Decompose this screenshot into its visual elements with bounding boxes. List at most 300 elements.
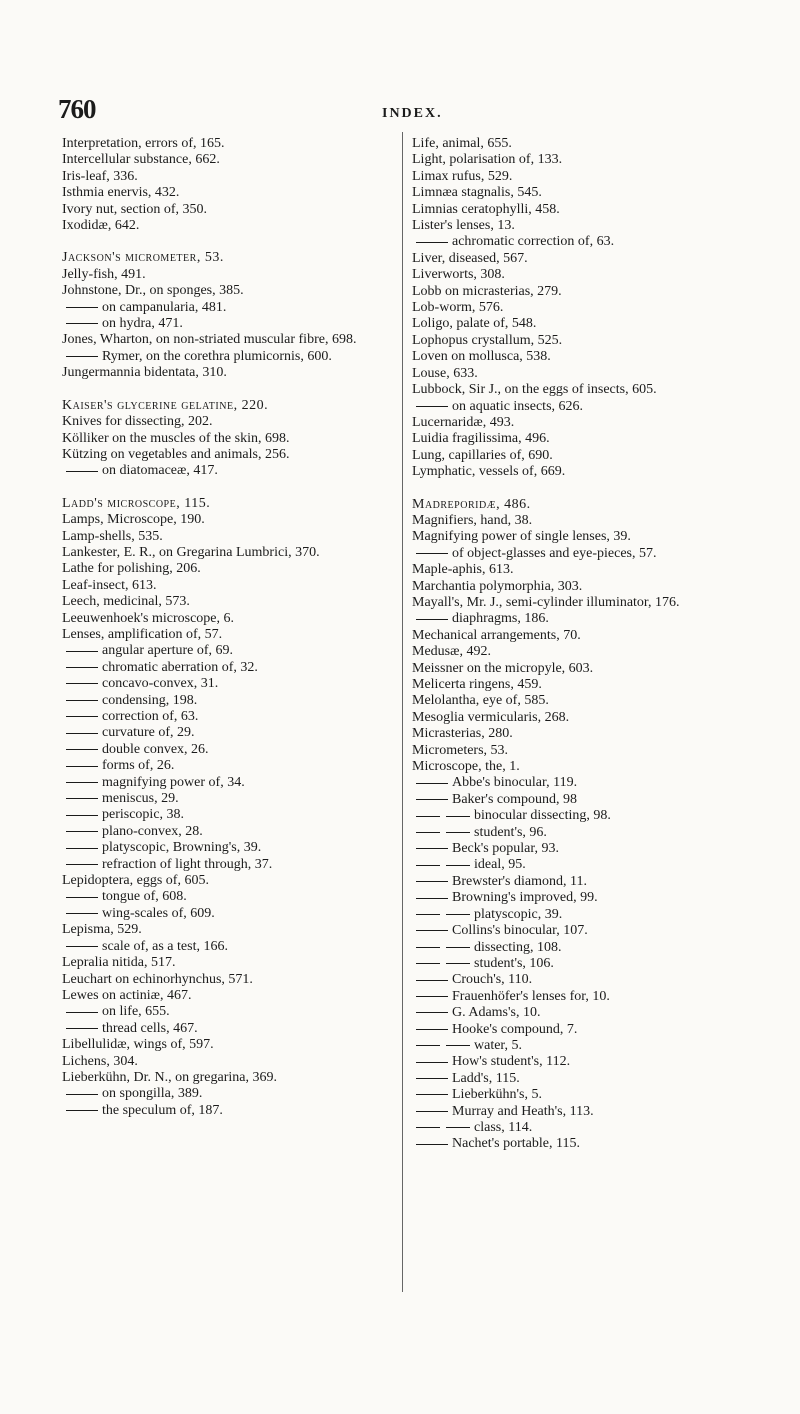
ditto-dash xyxy=(416,1094,448,1095)
index-entry xyxy=(412,1136,748,1152)
index-entry-text: Microscope, the, 1. xyxy=(412,759,520,775)
index-entry xyxy=(62,185,384,201)
index-entry xyxy=(62,202,384,218)
left-column xyxy=(62,136,384,1119)
index-entry xyxy=(412,251,748,267)
index-entry xyxy=(412,185,748,201)
index-entry-text: Marchantia polymorphia, 303. xyxy=(412,578,583,594)
index-entry xyxy=(412,825,748,841)
index-entry xyxy=(62,529,384,545)
index-entry xyxy=(412,546,748,562)
index-entry-text: Loven on mollusca, 538. xyxy=(412,349,551,365)
index-entry-text: Lenses, amplification of, 57. xyxy=(62,626,223,642)
ditto-dash xyxy=(66,1110,98,1111)
index-entry-text: Magnifying power of single lenses, 39. xyxy=(412,529,631,545)
index-entry xyxy=(62,447,384,463)
page-number: 760 xyxy=(58,94,96,124)
ditto-dash xyxy=(66,651,98,652)
ditto-dash xyxy=(416,963,440,964)
ditto-dash xyxy=(446,1045,470,1046)
index-entry-text: dissecting, 108. xyxy=(474,939,562,955)
index-entry-text: Brewster's diamond, 11. xyxy=(452,873,587,889)
ditto-dash xyxy=(416,1012,448,1013)
ditto-dash xyxy=(66,766,98,767)
index-entry xyxy=(412,1054,748,1070)
ditto-dash xyxy=(416,619,448,620)
ditto-dash xyxy=(446,832,470,833)
index-entry-text: on life, 655. xyxy=(102,1004,170,1020)
ditto-dash xyxy=(66,356,98,357)
index-entry xyxy=(412,611,748,627)
index-entry-text: scale of, as a test, 166. xyxy=(102,938,228,954)
ditto-dash xyxy=(416,898,448,899)
index-entry xyxy=(62,152,384,168)
ditto-dash xyxy=(446,1127,470,1128)
page-title: INDEX. xyxy=(382,106,443,121)
index-entry xyxy=(412,661,748,677)
index-entry-text: Lophopus crystallum, 525. xyxy=(412,332,563,348)
index-entry xyxy=(62,709,384,725)
index-entry xyxy=(62,955,384,971)
index-entry-text: of object-glasses and eye-pieces, 57. xyxy=(452,545,657,561)
index-entry-text: Leaf-insect, 613. xyxy=(62,577,157,593)
index-entry xyxy=(62,594,384,610)
index-entry-text: Light, polarisation of, 133. xyxy=(412,152,563,168)
index-entry xyxy=(62,742,384,758)
ditto-dash xyxy=(66,683,98,684)
index-entry xyxy=(62,939,384,955)
index-entry xyxy=(62,316,384,332)
index-entry xyxy=(412,497,748,513)
index-entry-text: Lamps, Microscope, 190. xyxy=(62,512,205,528)
ditto-dash xyxy=(416,1078,448,1079)
index-entry xyxy=(412,382,748,398)
index-entry-text: Mechanical arrangements, 70. xyxy=(412,627,581,643)
ditto-dash xyxy=(416,848,448,849)
index-entry xyxy=(62,660,384,676)
index-entry-text: Jones, Wharton, on non-striated muscular fibre, 698. xyxy=(62,332,357,348)
index-entry-text: Lobb on micrasterias, 279. xyxy=(412,283,562,299)
index-entry-text: plano-convex, 28. xyxy=(102,823,203,839)
index-entry xyxy=(62,283,384,299)
index-entry xyxy=(62,1103,384,1119)
ditto-dash xyxy=(66,782,98,783)
index-entry xyxy=(62,1086,384,1102)
index-entry xyxy=(412,136,748,152)
index-entry-text: chromatic aberration of, 32. xyxy=(102,659,258,675)
index-entry xyxy=(412,152,748,168)
ditto-dash xyxy=(66,815,98,816)
index-entry xyxy=(62,972,384,988)
ditto-dash xyxy=(416,947,440,948)
index-entry-text: meniscus, 29. xyxy=(102,791,179,807)
index-entry xyxy=(412,775,748,791)
index-entry-text: Lankester, E. R., on Gregarina Lumbrici, 370. xyxy=(62,544,320,560)
index-entry xyxy=(412,399,748,415)
ditto-dash xyxy=(416,832,440,833)
ditto-dash xyxy=(66,848,98,849)
index-entry xyxy=(412,1071,748,1087)
index-entry-text: G. Adams's, 10. xyxy=(452,1005,541,1021)
index-entry xyxy=(62,332,384,348)
index-entry-text: Jackson's micrometer, 53. xyxy=(62,250,224,266)
index-entry xyxy=(412,218,748,234)
index-entry xyxy=(412,808,748,824)
index-entry xyxy=(412,1022,748,1038)
index-entry-text: Rymer, on the corethra plumicornis, 600. xyxy=(102,348,332,364)
index-entry-text: student's, 106. xyxy=(474,955,554,971)
index-entry-text: Iris-leaf, 336. xyxy=(62,168,138,184)
index-entry-text: Louse, 633. xyxy=(412,365,478,381)
ditto-dash xyxy=(446,947,470,948)
index-entry xyxy=(62,922,384,938)
ditto-dash xyxy=(416,1111,448,1112)
index-entry xyxy=(62,561,384,577)
ditto-dash xyxy=(66,864,98,865)
index-entry-text: Murray and Heath's, 113. xyxy=(452,1103,594,1119)
ditto-dash xyxy=(66,749,98,750)
index-entry xyxy=(62,889,384,905)
index-entry xyxy=(412,316,748,332)
index-entry-text: Lubbock, Sir J., on the eggs of insects, 605. xyxy=(412,382,657,398)
index-entry-text: Liverworts, 308. xyxy=(412,267,505,283)
index-entry xyxy=(412,579,748,595)
index-entry xyxy=(62,1054,384,1070)
index-entry xyxy=(412,628,748,644)
index-entry xyxy=(412,333,748,349)
ditto-dash xyxy=(416,1144,448,1145)
index-entry xyxy=(62,1070,384,1086)
index-entry xyxy=(62,398,384,414)
index-entry xyxy=(62,791,384,807)
index-entry-text: Limnias ceratophylli, 458. xyxy=(412,201,560,217)
index-entry xyxy=(62,857,384,873)
index-entry xyxy=(62,169,384,185)
index-entry-text: Liver, diseased, 567. xyxy=(412,250,528,266)
index-entry xyxy=(412,726,748,742)
ditto-dash xyxy=(66,798,98,799)
index-entry-text: Lob-worm, 576. xyxy=(412,300,504,316)
index-entry-text: Johnstone, Dr., on sponges, 385. xyxy=(62,283,244,299)
index-entry xyxy=(412,595,748,611)
index-entry xyxy=(62,250,384,266)
index-entry-text: Frauenhöfer's lenses for, 10. xyxy=(452,988,610,1004)
index-entry-text: platyscopic, 39. xyxy=(474,906,563,922)
index-entry xyxy=(412,300,748,316)
index-entry-text: Lichens, 304. xyxy=(62,1053,138,1069)
ditto-dash xyxy=(66,307,98,308)
right-column xyxy=(412,136,748,1153)
index-entry-text: thread cells, 467. xyxy=(102,1020,198,1036)
index-entry xyxy=(412,956,748,972)
index-entry-text: Lamp-shells, 535. xyxy=(62,528,163,544)
ditto-dash xyxy=(66,1028,98,1029)
index-entry xyxy=(412,464,748,480)
index-entry xyxy=(412,841,748,857)
index-entry xyxy=(412,415,748,431)
index-entry-text: How's student's, 112. xyxy=(452,1054,571,1070)
index-entry-text: Magnifiers, hand, 38. xyxy=(412,512,533,528)
index-entry xyxy=(412,710,748,726)
ditto-dash xyxy=(66,913,98,914)
index-entry xyxy=(62,693,384,709)
index-entry xyxy=(412,529,748,545)
index-entry-text: binocular dissecting, 98. xyxy=(474,808,611,824)
index-entry-text: class, 114. xyxy=(474,1119,533,1135)
index-entry-text: Medusæ, 492. xyxy=(412,644,491,660)
ditto-dash xyxy=(416,930,448,931)
index-entry xyxy=(62,512,384,528)
index-entry-text: condensing, 198. xyxy=(102,692,198,708)
index-entry xyxy=(62,136,384,152)
ditto-dash xyxy=(416,553,448,554)
index-entry xyxy=(62,1021,384,1037)
index-entry-text: Ladd's, 115. xyxy=(452,1070,520,1086)
index-entry-text: Isthmia enervis, 432. xyxy=(62,185,180,201)
index-entry-text: on hydra, 471. xyxy=(102,316,183,332)
ditto-dash xyxy=(66,1012,98,1013)
index-entry xyxy=(412,349,748,365)
ditto-dash xyxy=(66,1094,98,1095)
index-entry xyxy=(62,545,384,561)
ditto-dash xyxy=(66,471,98,472)
index-entry xyxy=(412,792,748,808)
ditto-dash xyxy=(66,716,98,717)
index-entry-text: Life, animal, 655. xyxy=(412,136,512,151)
index-entry xyxy=(412,743,748,759)
index-entry-text: diaphragms, 186. xyxy=(452,611,549,627)
ditto-dash xyxy=(446,914,470,915)
ditto-dash xyxy=(416,242,448,243)
index-entry xyxy=(62,463,384,479)
index-entry xyxy=(412,644,748,660)
index-entry-text: curvature of, 29. xyxy=(102,725,195,741)
index-entry-text: Hooke's compound, 7. xyxy=(452,1021,578,1037)
index-entry-text: Lewes on actiniæ, 467. xyxy=(62,987,192,1003)
index-entry xyxy=(412,1005,748,1021)
index-entry xyxy=(412,874,748,890)
index-entry-text: platyscopic, Browning's, 39. xyxy=(102,840,262,856)
ditto-dash xyxy=(416,881,448,882)
ditto-dash xyxy=(416,996,448,997)
index-entry-text: Lieberkühn's, 5. xyxy=(452,1087,543,1103)
index-entry-text: Lathe for polishing, 206. xyxy=(62,561,201,577)
ditto-dash xyxy=(446,963,470,964)
ditto-dash xyxy=(416,1045,440,1046)
ditto-dash xyxy=(416,914,440,915)
index-entry xyxy=(412,940,748,956)
index-entry xyxy=(412,890,748,906)
ditto-dash xyxy=(416,1029,448,1030)
index-entry-text: wing-scales of, 609. xyxy=(102,905,215,921)
index-entry-text: angular aperture of, 69. xyxy=(102,643,233,659)
index-entry-text: Jelly-fish, 491. xyxy=(62,266,146,282)
index-entry-text: periscopic, 38. xyxy=(102,807,185,823)
index-entry xyxy=(412,857,748,873)
index-entry xyxy=(62,824,384,840)
index-entry-text: the speculum of, 187. xyxy=(102,1102,223,1118)
index-entry xyxy=(62,414,384,430)
index-entry-text: Madreporidæ, 486. xyxy=(412,496,531,512)
ditto-dash xyxy=(66,897,98,898)
index-entry-text: Leech, medicinal, 573. xyxy=(62,594,190,610)
index-entry xyxy=(412,1087,748,1103)
index-entry xyxy=(62,676,384,692)
index-entry-text: water, 5. xyxy=(474,1037,523,1053)
index-entry xyxy=(62,627,384,643)
index-entry-text: Melicerta ringens, 459. xyxy=(412,677,542,692)
index-entry-text: Crouch's, 110. xyxy=(452,972,533,988)
index-entry-text: Lung, capillaries of, 690. xyxy=(412,447,553,463)
ditto-dash xyxy=(66,700,98,701)
index-entry-text: Micrometers, 53. xyxy=(412,742,509,758)
index-entry xyxy=(412,972,748,988)
index-entry-text: Leuchart on echinorhynchus, 571. xyxy=(62,971,253,987)
ditto-dash xyxy=(416,816,440,817)
index-entry-text: Maple-aphis, 613. xyxy=(412,562,514,578)
index-entry-text: magnifying power of, 34. xyxy=(102,774,245,790)
index-entry-text: Loligo, palate of, 548. xyxy=(412,316,537,332)
index-entry-text: Browning's improved, 99. xyxy=(452,890,598,906)
index-entry-text: Limax rufus, 529. xyxy=(412,168,513,184)
ditto-dash xyxy=(66,667,98,668)
index-entry-text: Knives for dissecting, 202. xyxy=(62,414,213,430)
ditto-dash xyxy=(66,831,98,832)
index-entry xyxy=(412,907,748,923)
ditto-dash xyxy=(416,406,448,407)
index-entry-text: Mayall's, Mr. J., semi-cylinder illuminator, 176. xyxy=(412,594,680,610)
index-entry-text: Mesoglia vermicularis, 268. xyxy=(412,709,570,725)
index-entry xyxy=(62,349,384,365)
index-entry xyxy=(62,873,384,889)
index-entry xyxy=(62,906,384,922)
index-entry xyxy=(62,1004,384,1020)
index-entry xyxy=(412,677,748,693)
ditto-dash xyxy=(416,1127,440,1128)
index-entry-text: Ladd's microscope, 115. xyxy=(62,495,211,511)
index-entry xyxy=(62,1037,384,1053)
index-entry-text: student's, 96. xyxy=(474,824,547,840)
index-entry-text: Melolantha, eye of, 585. xyxy=(412,693,549,709)
ditto-dash xyxy=(416,799,448,800)
index-entry xyxy=(412,693,748,709)
index-entry-text: ideal, 95. xyxy=(474,857,526,873)
column-divider xyxy=(402,132,403,1292)
index-entry-text: Ivory nut, section of, 350. xyxy=(62,201,208,217)
index-entry-text: Lieberkühn, Dr. N., on gregarina, 369. xyxy=(62,1069,277,1085)
index-entry xyxy=(62,365,384,381)
index-entry xyxy=(62,775,384,791)
index-entry-text: Leeuwenhoek's microscope, 6. xyxy=(62,610,235,626)
index-entry xyxy=(412,513,748,529)
index-entry-text: Lymphatic, vessels of, 669. xyxy=(412,464,566,480)
index-entry-text: Nachet's portable, 115. xyxy=(452,1136,580,1152)
index-entry-text: forms of, 26. xyxy=(102,758,175,774)
index-entry xyxy=(62,807,384,823)
index-entry-text: Kützing on vegetables and animals, 256. xyxy=(62,446,290,462)
ditto-dash xyxy=(416,783,448,784)
index-entry-text: Limnæa stagnalis, 545. xyxy=(412,185,542,201)
index-entry-text: concavo-convex, 31. xyxy=(102,676,219,692)
index-entry xyxy=(412,989,748,1005)
index-entry-text: Interpretation, errors of, 165. xyxy=(62,136,225,151)
index-entry-text: on spongilla, 389. xyxy=(102,1086,203,1102)
index-entry xyxy=(62,643,384,659)
index-entry-text: correction of, 63. xyxy=(102,709,199,724)
index-entry-text: double convex, 26. xyxy=(102,741,209,757)
index-entry-text: Libellulidæ, wings of, 597. xyxy=(62,1037,214,1053)
index-entry-text: Luidia fragilissima, 496. xyxy=(412,431,550,447)
index-entry xyxy=(62,840,384,856)
index-entry xyxy=(412,234,748,250)
index-entry xyxy=(412,1104,748,1120)
index-entry xyxy=(412,431,748,447)
index-entry xyxy=(412,267,748,283)
index-entry-text: refraction of light through, 37. xyxy=(102,856,273,872)
ditto-dash xyxy=(66,733,98,734)
index-entry-text: Lucernaridæ, 493. xyxy=(412,414,515,430)
index-entry-text: tongue of, 608. xyxy=(102,889,187,905)
ditto-dash xyxy=(416,980,448,981)
index-entry xyxy=(412,759,748,775)
index-entry xyxy=(62,431,384,447)
index-entry-text: Intercellular substance, 662. xyxy=(62,152,220,168)
ditto-dash xyxy=(416,865,440,866)
index-entry xyxy=(412,1038,748,1054)
index-entry-text: Collins's binocular, 107. xyxy=(452,923,588,939)
index-entry xyxy=(62,267,384,283)
index-entry-text: Jungermannia bidentata, 310. xyxy=(62,365,227,381)
index-entry xyxy=(62,496,384,512)
index-entry-text: on diatomaceæ, 417. xyxy=(102,463,218,479)
index-entry-text: Ixodidæ, 642. xyxy=(62,218,140,234)
index-entry xyxy=(412,448,748,464)
index-entry xyxy=(62,218,384,234)
index-entry-text: Lister's lenses, 13. xyxy=(412,218,515,234)
index-entry-text: Lepidoptera, eggs of, 605. xyxy=(62,873,209,889)
index-entry-text: achromatic correction of, 63. xyxy=(452,234,615,250)
index-entry xyxy=(62,725,384,741)
ditto-dash xyxy=(446,816,470,817)
index-entry xyxy=(62,611,384,627)
ditto-dash xyxy=(66,946,98,947)
index-entry-text: Baker's compound, 98 xyxy=(452,791,578,807)
ditto-dash xyxy=(416,1062,448,1063)
index-entry-text: on campanularia, 481. xyxy=(102,299,227,315)
index-entry-text: Abbe's binocular, 119. xyxy=(452,775,578,791)
index-entry-text: Kaiser's glycerine gelatine, 220. xyxy=(62,397,269,413)
index-entry xyxy=(412,562,748,578)
index-entry xyxy=(412,284,748,300)
index-entry xyxy=(412,1120,748,1136)
index-entry xyxy=(62,758,384,774)
index-entry xyxy=(412,169,748,185)
index-entry xyxy=(62,300,384,316)
index-entry xyxy=(412,202,748,218)
index-entry-text: Lepralia nitida, 517. xyxy=(62,955,176,971)
index-entry-text: on aquatic insects, 626. xyxy=(452,398,584,414)
ditto-dash xyxy=(66,323,98,324)
index-entry xyxy=(62,578,384,594)
ditto-dash xyxy=(446,865,470,866)
index-entry-text: Meissner on the micropyle, 603. xyxy=(412,660,594,676)
index-entry-text: Lepisma, 529. xyxy=(62,922,142,938)
index-entry xyxy=(412,366,748,382)
index-entry-text: Kölliker on the muscles of the skin, 698. xyxy=(62,430,290,446)
index-entry xyxy=(412,923,748,939)
index-entry xyxy=(62,988,384,1004)
index-entry-text: Micrasterias, 280. xyxy=(412,726,513,742)
